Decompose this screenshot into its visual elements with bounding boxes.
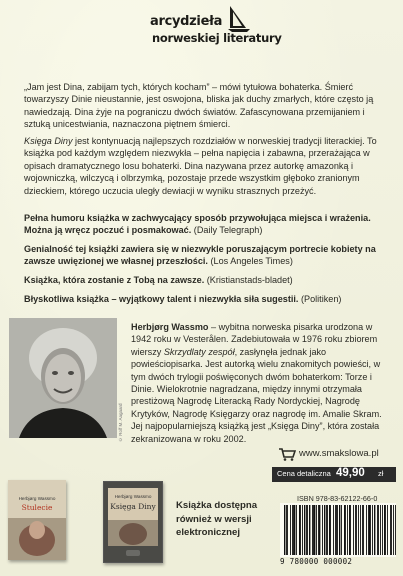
author-name: Herbjørg Wassmo: [131, 322, 209, 332]
review-source: (Los Angeles Times): [207, 256, 293, 267]
review-quote: Pełna humoru książka w zachwycający sposób przywołująca miejsca i wrażenia. Można ją wręcz poczuć i posmakować.: [24, 213, 371, 236]
blurb-quote: „Jam jest Dina, zabijam tych, których kocham”: [24, 82, 210, 92]
blurb-text-2: jest kontynuacją najlepszych rozdziałów w norweskiej tradycji literackiej. To książka pod każdym względem niezwykła – pełna napięcia i zabawna, przerażająca w opisach dramatycznego losu bohaterki. Dina nazywana przez autorkę amazonką i wojowniczką, wilczycą i olbrzymką, pozostaje przede wszystkim głęboko zranionym dzieckiem, którego uczucia uległy dewiacji w wyniku strasznych przeżyć.: [24, 136, 377, 196]
review-quote: Błyskotliwa książka – wyjątkowy talent i niezwykła siła sugestii.: [24, 294, 299, 304]
price-value: 49,90: [336, 467, 365, 479]
bio-text-b: , zasłynęła jednak jako powieściopisarka. Jest autorką wielu znakomitych powieści, w tym dwóch trylogii poświęconych dwóm bohaterkom: Torze i Dinie. Wielokrotnie nagradzana, między innymi otrzymała prestiżową Nagrodę Literacką Rady Nordyckiej, Nagrodę Krytyków, Nagrodę Księgarzy oraz nagrodę im. Amalie Skram. Jej najpopularniejszą książką jest „Księga Diny”, która została zekranizowana w roku 2002.: [131, 346, 382, 444]
price-currency: zł: [378, 469, 384, 478]
book-author: Herbjørg Wassmo: [114, 494, 152, 499]
ebook-reader-image: [103, 481, 163, 563]
review-source: (Kristianstads-bladet): [204, 275, 293, 285]
book-author: Herbjørg Wassmo: [18, 496, 56, 501]
series-logo: [150, 4, 282, 54]
review-source: (Daily Telegraph): [191, 225, 263, 236]
blurb-text-1: – mówi tytułowa bohaterka. Śmierć towarzyszy Dinie nieustannie, jest oswojona, bliska jak duchy zmarłych, które często ją nawiedzają. Dina żyje na pograniczu dwóch światów. Zafascynowana przemijaniem i sztuką unicestwiania, naznaczona piętnem śmierci.: [24, 82, 374, 130]
price-box: [272, 467, 396, 482]
review-2: [24, 243, 388, 268]
bio-text-a: – wybitna norweska pisarka urodzona w 1942 roku w Vesterålen. Zadebiutowała w 1976 roku zbiorem wierszy: [131, 322, 378, 357]
barcode-digits: 9 780000 000002: [280, 557, 353, 566]
book-cover-stulecie: [8, 480, 66, 560]
logo-line-2: norweskiej literatury: [152, 31, 282, 45]
blurb-paragraph-1: [24, 81, 388, 131]
blurb-paragraph-2: [24, 135, 388, 197]
review-4: [24, 293, 388, 305]
price-label: Cena detaliczna: [277, 469, 331, 478]
review-quote: Genialność tej książki zawiera się w niezwykle poruszającym portrecie kobiety na zawsze uwięzionej we własnej przeszłości.: [24, 244, 376, 267]
author-photo: [9, 318, 117, 438]
book-title: Księga Diny: [110, 502, 156, 511]
blurb-book-title: Księga Diny: [24, 136, 73, 146]
review-3: [24, 274, 388, 286]
photo-credit: © Rolf M. Aagaard: [118, 403, 123, 442]
review-quote: Książka, która zostanie z Tobą na zawsze.: [24, 275, 205, 285]
barcode: [280, 503, 396, 557]
review-1: [24, 212, 388, 237]
author-bio: [131, 321, 393, 445]
bio-poetry-title: Skrzydlaty zespół: [163, 346, 235, 357]
logo-line-1: arcydzieła: [150, 14, 223, 29]
book-title: Stulecie: [21, 503, 53, 512]
review-source: (Politiken): [298, 294, 342, 304]
isbn: ISBN 978-83-62122-66-0: [297, 494, 378, 503]
sailboat-icon: [226, 4, 264, 34]
website-row: [276, 446, 398, 462]
ebook-availability: Książka dostępna również w wersji elektronicznej: [176, 500, 258, 538]
website-url: www.smakslowa.pl: [299, 448, 379, 459]
cart-icon: [278, 447, 296, 461]
